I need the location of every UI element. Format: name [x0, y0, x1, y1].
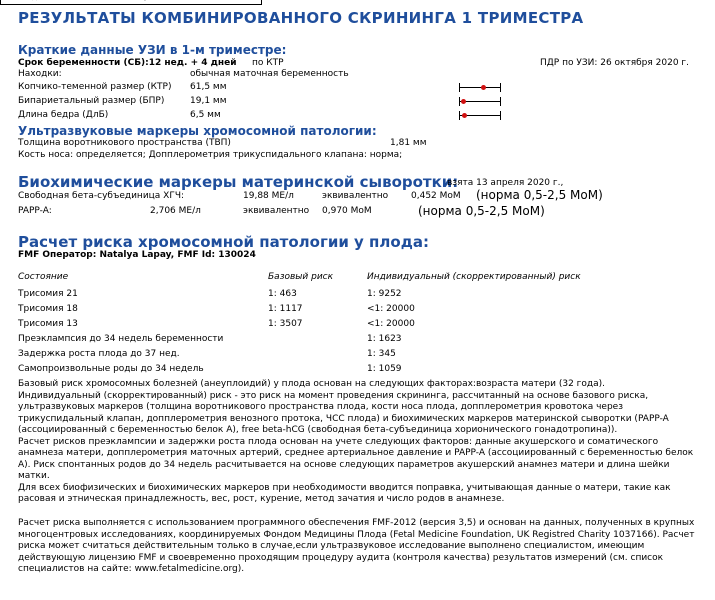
- note-paragraph: Расчет рисков преэклампсии и задержки роста плода основан на учете следующих факторов: данные акушерского и соматического анамнеза матери, допплерометрия маточных артерий, среднее артериальное давление и PAPP-A (ассоциированный с беременностью белок А). Риск спонтанных родов до 34 недель расчитывается на основе следующих параметров акушерский анамнез матери и длина шейки матки.: [18, 436, 694, 481]
- us-heading: Краткие данные УЗИ в 1-м триместре:: [18, 43, 287, 57]
- bio-row-norm: (норма 0,5-2,5 МоМ): [418, 204, 545, 218]
- fmf-operator: FMF Оператор: Natalya Lapay, FMF Id: 130024: [18, 250, 256, 260]
- measure-label-bpr: Бипариетальный размер (БПР): [18, 96, 165, 106]
- note-paragraph: Базовый риск хромосомных болезней (анеуплоидий) у плода основан на следующих факторах:возраста матери (32 года).: [18, 379, 606, 389]
- risk-col-condition: Состояние: [18, 272, 69, 282]
- bio-row-value: 2,706 МЕ/л: [150, 206, 201, 216]
- measure-value-dlb: 6,5 мм: [190, 110, 221, 120]
- risk-row-condition: Задержка роста плода до 37 нед.: [18, 349, 180, 359]
- risk-row-condition: Трисомия 18: [18, 304, 78, 314]
- risk-row-base: 1: 3507: [268, 319, 303, 329]
- findings-label: Находки:: [18, 69, 62, 79]
- measure-value-bpr: 19,1 мм: [190, 96, 227, 106]
- scale-tick-start: [459, 97, 460, 106]
- bio-row-eq: эквивалентно: [322, 191, 389, 201]
- bio-row-eq: эквивалентно: [243, 206, 310, 216]
- top-cropped-strip: [0, 0, 262, 5]
- bio-row-mom: 0,452 MoM: [411, 191, 461, 201]
- risk-col-base: Базовый риск: [268, 272, 334, 282]
- risk-row-individual: 1: 1059: [367, 364, 402, 374]
- risk-row-individual: 1: 1623: [367, 334, 402, 344]
- risk-row-condition: Самопроизвольные роды до 34 недель: [18, 364, 204, 374]
- explanatory-notes: [18, 379, 703, 506]
- measure-scale-dlb: [459, 111, 501, 120]
- bio-row-name: PAPP-A:: [18, 206, 52, 216]
- risk-row-individual: 1: 9252: [367, 289, 402, 299]
- measure-marker-bpr: [461, 99, 466, 104]
- risk-row-condition: Преэклампсия до 34 недель беременности: [18, 334, 224, 344]
- measure-label-ktr: Копчико-теменной размер (КТР): [18, 82, 172, 92]
- risk-row-condition: Трисомия 21: [18, 289, 78, 299]
- measure-marker-ktr: [481, 85, 486, 90]
- measure-label-dlb: Длина бедра (ДлБ): [18, 110, 109, 120]
- top-strip-left: [5, 0, 58, 1]
- risk-row-base: 1: 463: [268, 289, 297, 299]
- top-strip-right: [121, 0, 196, 1]
- bio-row-value: 19,88 МЕ/л: [243, 191, 294, 201]
- measure-scale-ktr: [459, 83, 501, 92]
- footer-paragraph: [18, 518, 703, 576]
- risk-row-condition: Трисомия 13: [18, 319, 78, 329]
- scale-tick-end: [500, 97, 501, 106]
- nose-doppler-line: Кость носа: определяется; Допплерометрия трикуспидального клапана: норма;: [18, 150, 403, 160]
- page-title: РЕЗУЛЬТАТЫ КОМБИНИРОВАННОГО СКРИНИНГА 1 ТРИМЕСТРА: [18, 9, 584, 27]
- term-label: Срок беременности (СБ):12 нед. + 4 дней: [18, 58, 237, 68]
- risk-row-base: 1: 1117: [268, 304, 303, 314]
- bio-row-mom: 0,970 MoM: [322, 206, 372, 216]
- bio-row-name: Свободная бета-субъединица ХГЧ:: [18, 191, 185, 201]
- footer-text: Расчет риска выполняется с использованием программного обеспечения FMF-2012 (версия 3,5) и основан на данных, полученных в крупных многоцентровых исследованиях, координируемых Фондом Медицины Плода (Fetal Medicine Foundation, UK Registred Charity 1037166). Расчет риска может считаться действительным только в случае,если ультразвуковое исследование выполнено специалистом, имеющим действующую лицензию FMF и своевременно проходящим процедуру аудита (контроля качества) результатов измерений (см. список специалистов на сайте: www.fetalmedicine.org).: [18, 518, 695, 574]
- pdr-date: ПДР по УЗИ: 26 октября 2020 г.: [540, 58, 690, 68]
- findings-value: обычная маточная беременность: [190, 69, 349, 79]
- note-paragraph: Индивидуальный (скорректированный) риск - это риск на момент проведения скрининга, рассчитанный на основе базового риска, ультразвуковых маркеров (толщина воротникового пространства плода, кости носа плода, допплерометрия кровотока через трикуспидальный клапан, допплерометрия венозного протока, ЧСС плода) и биохимических маркеров материнской сыворотки (PAPP-A (ассоциированный с беременностью белок А), free beta-hCG (свободная бета-субъединица хорионического гонадотропина)).: [18, 390, 669, 435]
- measure-value-ktr: 61,5 мм: [190, 82, 227, 92]
- tvp-label: Толщина воротникового пространства (ТВП): [18, 138, 231, 148]
- measure-scale-bpr: [459, 97, 501, 106]
- measure-marker-dlb: [462, 113, 467, 118]
- bio-date: взята 13 апреля 2020 г.,: [447, 178, 564, 188]
- risk-row-individual: <1: 20000: [367, 304, 415, 314]
- markers-heading: Ультразвуковые маркеры хромосомной патологии:: [18, 124, 377, 138]
- risk-row-individual: <1: 20000: [367, 319, 415, 329]
- term-basis: по КТР: [252, 58, 284, 68]
- risk-row-individual: 1: 345: [367, 349, 396, 359]
- risk-heading: Расчет риска хромосомной патологии у плода:: [18, 233, 429, 251]
- bio-heading: Биохимические маркеры материнской сыворотки:: [18, 173, 459, 191]
- scale-line: [459, 87, 501, 88]
- bio-row-norm: (норма 0,5-2,5 МоМ): [476, 188, 603, 202]
- scale-tick-start: [459, 111, 460, 120]
- risk-col-individual: Индивидуальный (скорректированный) риск: [367, 272, 581, 282]
- note-paragraph: Для всех биофизических и биохимических маркеров при необходимости вводится поправка, учитывающая данные о матери, такие как расовая и этническая принадлежность, вес, рост, курение, метод зачатия и число родов в анамнезе.: [18, 482, 671, 504]
- scale-tick-start: [459, 83, 460, 92]
- scale-tick-end: [500, 83, 501, 92]
- tvp-value: 1,81 мм: [390, 138, 427, 148]
- scale-tick-end: [500, 111, 501, 120]
